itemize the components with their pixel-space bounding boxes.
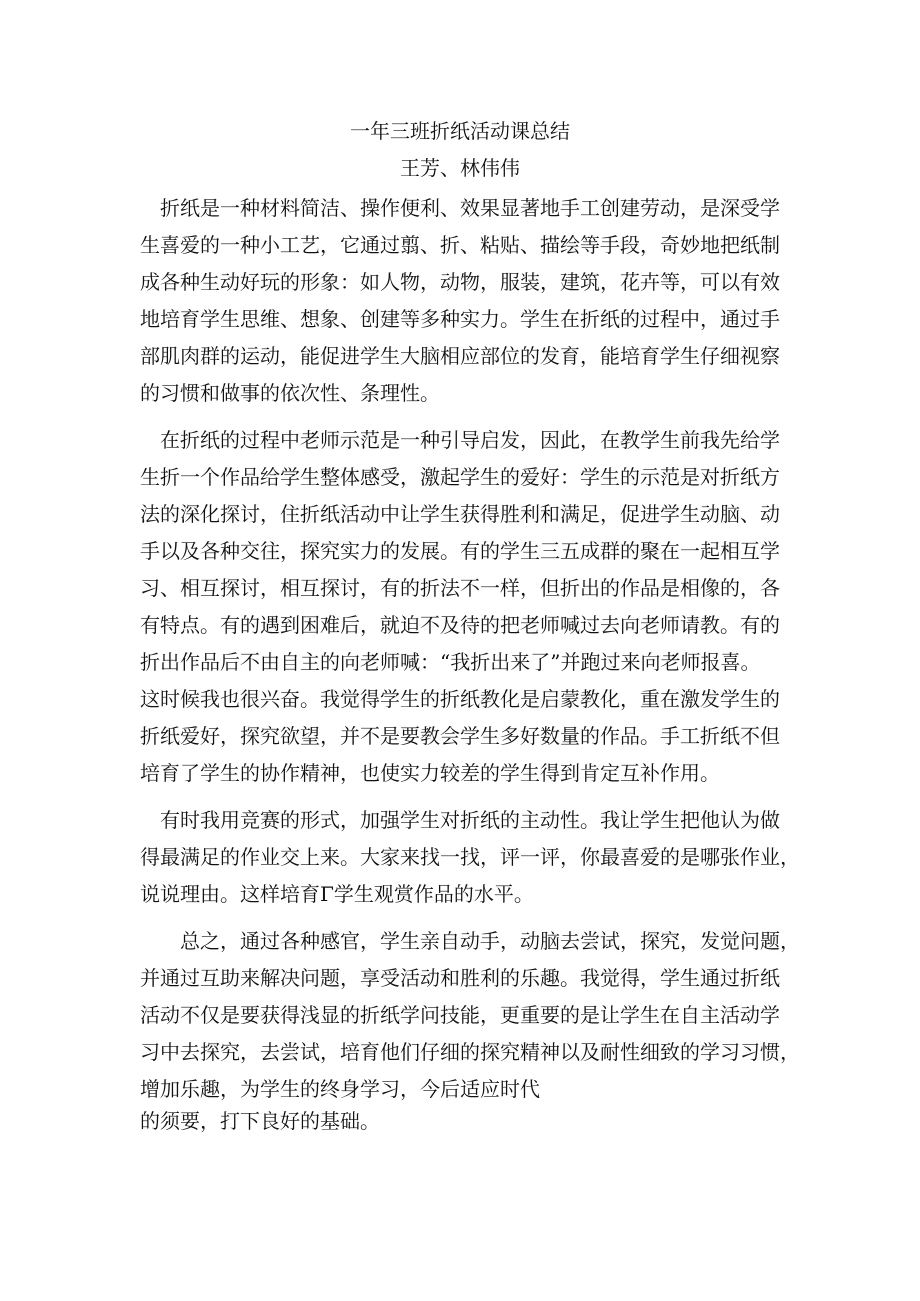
body-line: 生折一个作品给学生整体感受，激起学生的爱好：学生的示范是对折纸方 bbox=[140, 465, 780, 489]
body-line: 并通过互助来解决问题，享受活动和胜利的乐趣。我觉得，学生通过折纸 bbox=[140, 966, 780, 990]
body-line: 在折纸的过程中老师示范是一种引导启发，因此，在教学生前我先给学 bbox=[140, 428, 780, 452]
body-line: 折出作品后不由自主的向老师喊：“我折出来了”并跑过来向老师报喜。 bbox=[140, 650, 761, 674]
body-line: 习、相互探讨，相互探讨，有的折法不一样，但折出的作品是相像的，各 bbox=[140, 576, 780, 600]
body-line: 地培育学生思维、想象、创建等多种实力。学生在折纸的过程中，通过手 bbox=[140, 307, 780, 331]
body-line: 成各种生动好玩的形象：如人物，动物，服装，建筑，花卉等，可以有效 bbox=[140, 270, 780, 294]
body-line: 习中去探究，去尝试，培育他们仔细的探究精神以及耐性细致的学习习惯， bbox=[140, 1040, 800, 1064]
body-line: 折纸爱好，探究欲望，并不是要教会学生多好数量的作品。手工折纸不但 bbox=[140, 724, 780, 748]
body-line: 折纸是一种材料简洁、操作便利、效果显著地手工创建劳动，是深受学 bbox=[140, 196, 780, 220]
body-line: 手以及各种交往，探究实力的发展。有的学生三五成群的聚在一起相互学 bbox=[140, 539, 780, 563]
body-line: 生喜爱的一种小工艺，它通过翦、折、粘贴、描绘等手段，奇妙地把纸制 bbox=[140, 233, 780, 257]
body-line: 的习惯和做事的依次性、条理性。 bbox=[140, 381, 440, 405]
body-line: 有时我用竞赛的形式，加强学生对折纸的主动性。我让学生把他认为做 bbox=[140, 808, 780, 832]
body-line: 活动不仅是要获得浅显的折纸学问技能，更重要的是让学生在自主活动学 bbox=[140, 1003, 780, 1027]
body-line: 说说理由。这样培育Γ学生观赏作品的水平。 bbox=[140, 882, 534, 906]
document-title: 一年三班折纸活动课总结 bbox=[350, 119, 570, 143]
body-line: 法的深化探讨，住折纸活动中让学生获得胜利和满足，促进学生动脑、动 bbox=[140, 502, 780, 526]
body-line: 的须要，打下良好的基础。 bbox=[140, 1109, 380, 1133]
body-line: 这时候我也很兴奋。我觉得学生的折纸教化是启蒙教化，重在激发学生的 bbox=[140, 687, 780, 711]
document-author: 王芳、林伟伟 bbox=[400, 156, 520, 180]
body-line: 总之，通过各种感官，学生亲自动手，动脑去尝试，探究，发觉问题， bbox=[140, 929, 800, 953]
body-line: 增加乐趣，为学生的终身学习，今后适应时代 bbox=[140, 1077, 540, 1101]
body-line: 部肌肉群的运动，能促进学生大脑相应部位的发育，能培育学生仔细视察 bbox=[140, 344, 780, 368]
body-line: 培育了学生的协作精神，也使实力较差的学生得到肯定互补作用。 bbox=[140, 761, 720, 785]
body-line: 得最满足的作业交上来。大家来找一找，评一评，你最喜爱的是哪张作业， bbox=[140, 845, 800, 869]
body-line: 有特点。有的遇到困难后，就迫不及待的把老师喊过去向老师请教。有的 bbox=[140, 613, 780, 637]
